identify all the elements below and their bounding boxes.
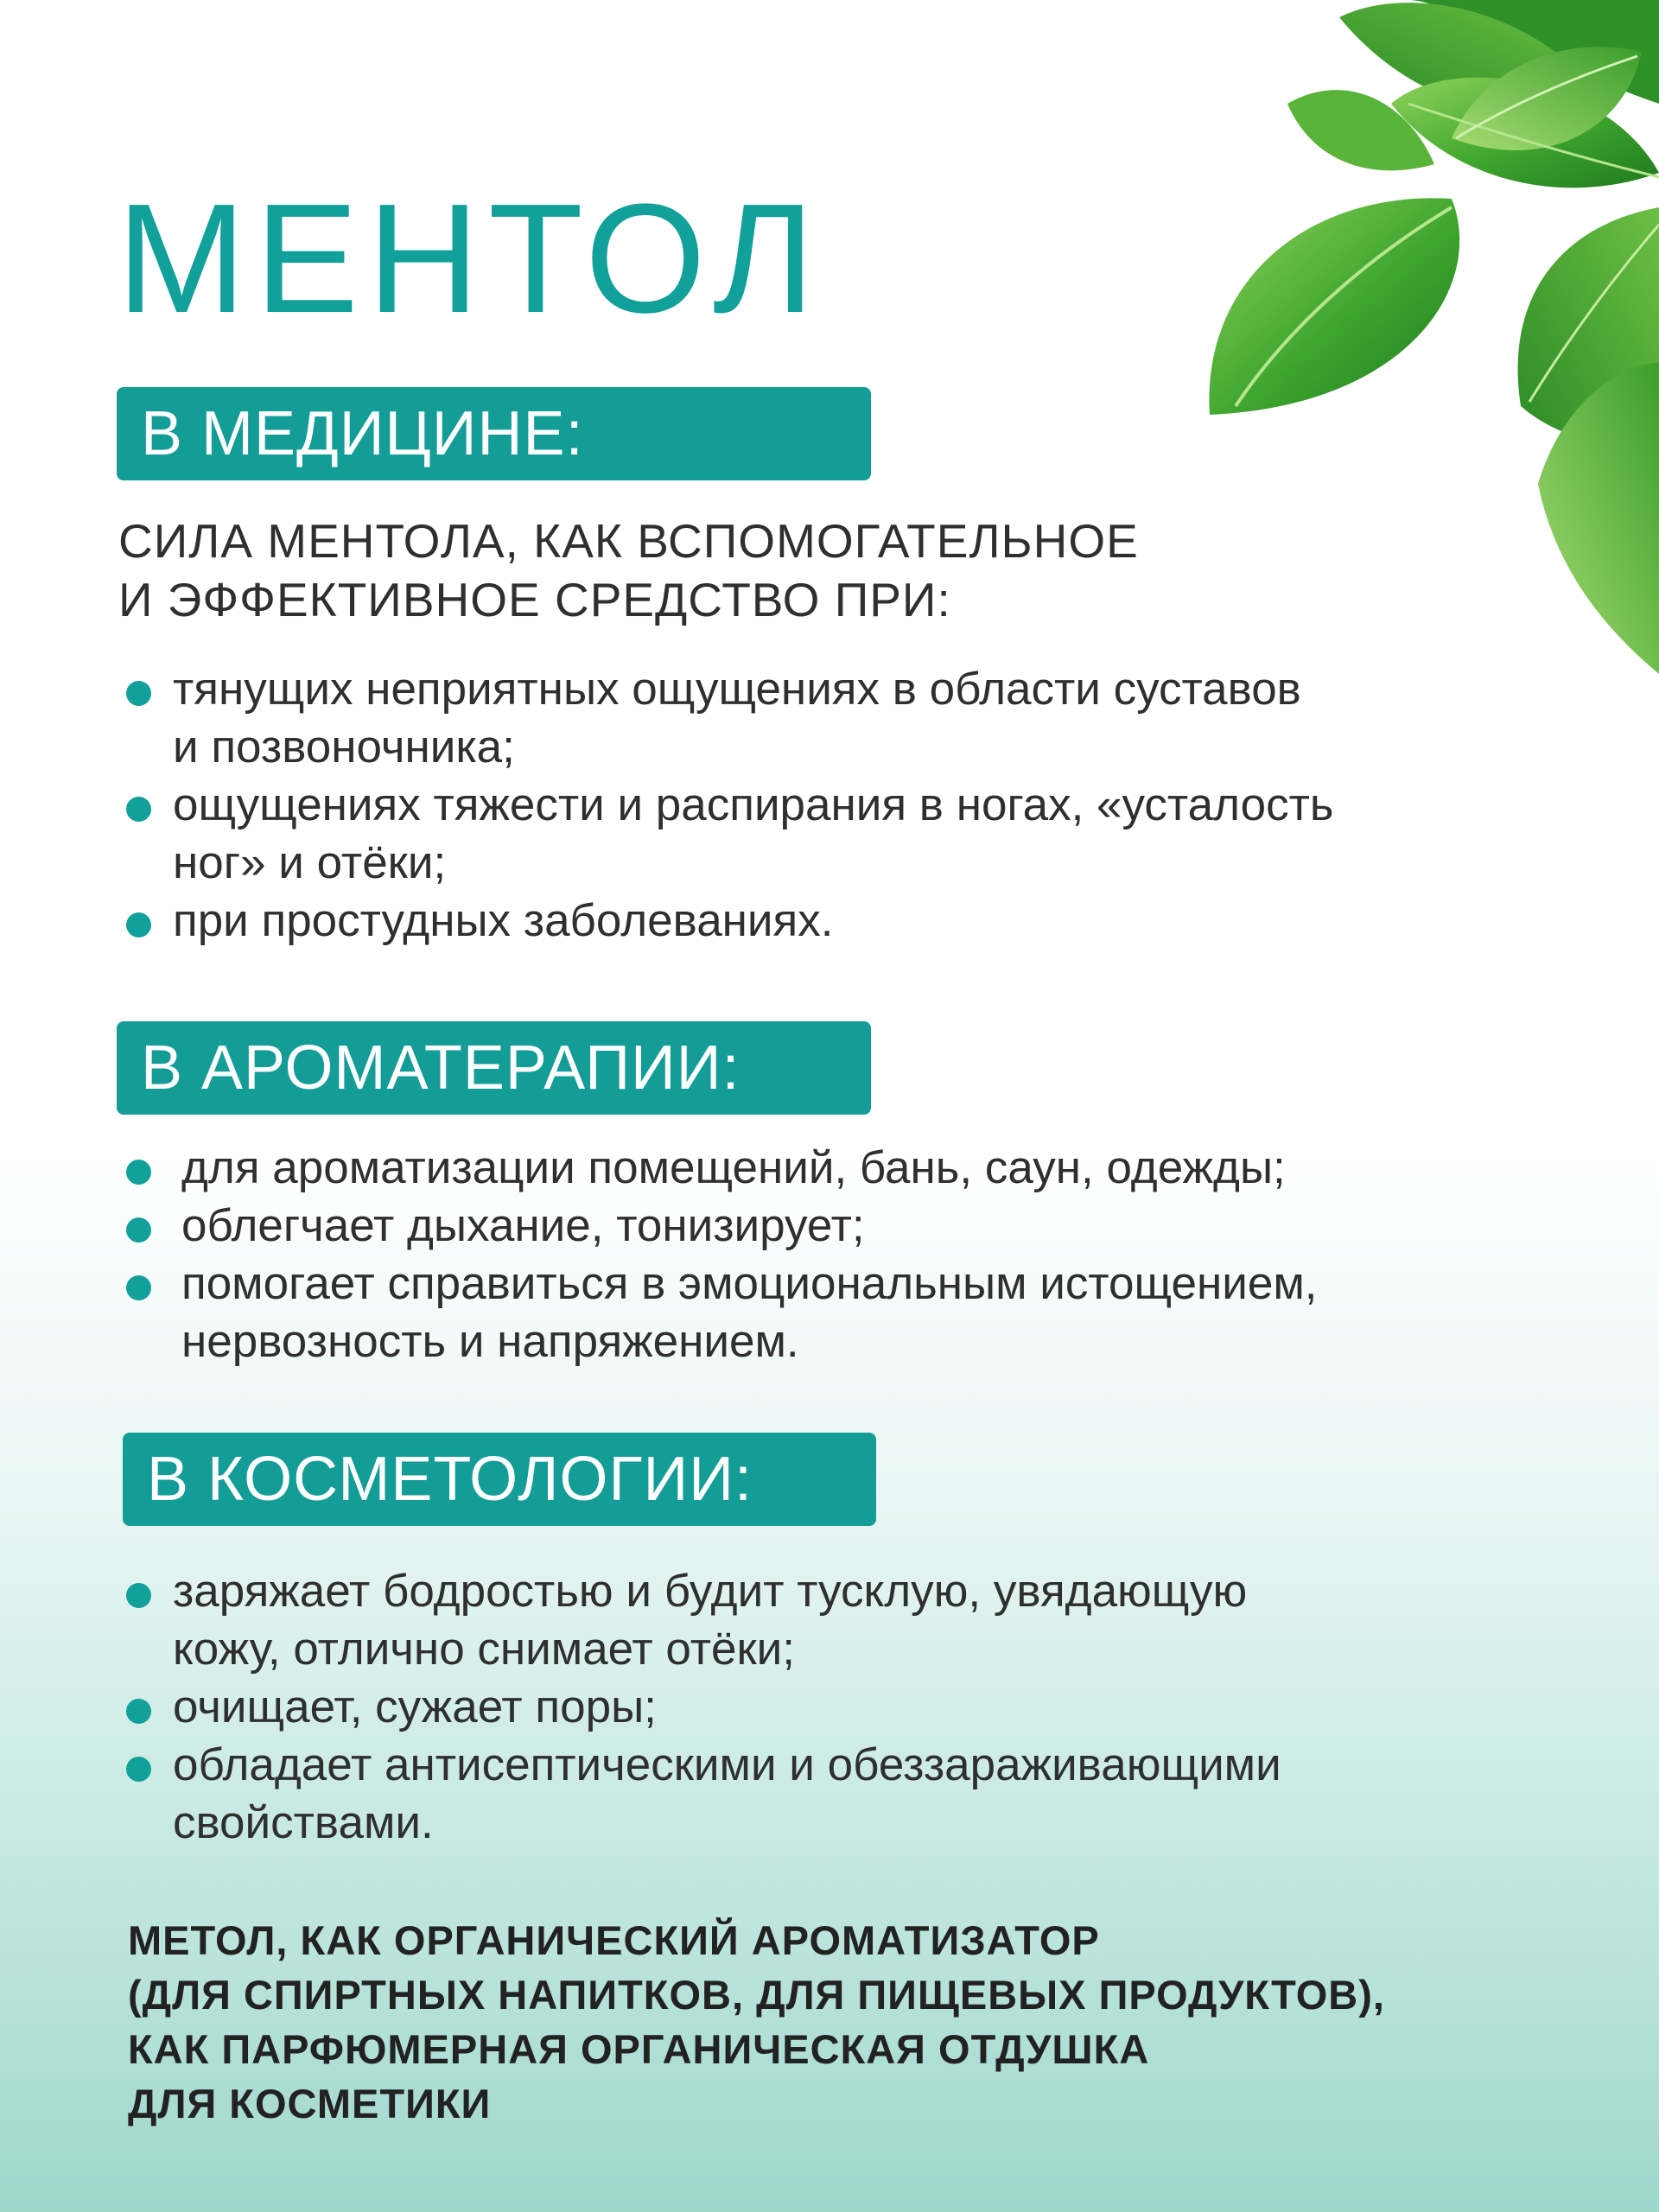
list-item <box>121 776 1333 892</box>
footer-line: КАК ПАРФЮМЕРНАЯ ОРГАНИЧЕСКАЯ ОТДУШКА <box>128 2026 1150 2072</box>
teal-dot-icon <box>126 1217 151 1243</box>
list-item <box>121 1736 1281 1852</box>
section-heading-medicine: В МЕДИЦИНЕ: <box>117 387 871 480</box>
section-heading-aromatherapy: В АРОМАТЕРАПИИ: <box>117 1021 871 1115</box>
list-item-line: облегчает дыхание, тонизирует; <box>181 1200 865 1251</box>
teal-dot-icon <box>126 1699 151 1724</box>
section-heading-cosmetology: В КОСМЕТОЛОГИИ: <box>123 1433 876 1526</box>
medicine-list <box>121 660 1333 950</box>
teal-dot-icon <box>126 1757 151 1782</box>
aromatherapy-list <box>121 1139 1318 1370</box>
list-item <box>121 1562 1281 1678</box>
list-item-line: свойствами. <box>173 1797 434 1848</box>
list-item-line: ощущениях тяжести и распирания в ногах, «усталость <box>173 779 1334 830</box>
teal-dot-icon <box>126 1160 151 1185</box>
cosmetology-list <box>121 1562 1281 1852</box>
list-item-line: ног» и отёки; <box>173 837 447 888</box>
intro-line: И ЭФФЕКТИВНОЕ СРЕДСТВО ПРИ: <box>118 573 951 626</box>
list-item-line: при простудных заболеваниях. <box>173 895 834 946</box>
footer-line: МЕТОЛ, КАК ОРГАНИЧЕСКИЙ АРОМАТИЗАТОР <box>128 1917 1100 1963</box>
list-item-line: кожу, отлично снимает отёки; <box>173 1624 795 1675</box>
list-item <box>121 892 1333 950</box>
page-title: МЕНТОЛ <box>117 172 823 346</box>
teal-dot-icon <box>126 1275 151 1300</box>
intro-line: СИЛА МЕНТОЛА, КАК ВСПОМОГАТЕЛЬНОЕ <box>118 514 1139 568</box>
list-item-line: для ароматизации помещений, бань, саун, одежды; <box>181 1142 1286 1193</box>
list-item-line: помогает справиться в эмоциональным истощением, <box>181 1258 1318 1309</box>
teal-dot-icon <box>126 797 151 822</box>
list-item <box>121 1197 1318 1255</box>
list-item <box>121 1678 1281 1736</box>
teal-dot-icon <box>126 1583 151 1608</box>
footer-line: ДЛЯ КОСМЕТИКИ <box>128 2081 492 2126</box>
list-item-line: тянущих неприятных ощущениях в области суставов <box>173 664 1301 715</box>
list-item <box>121 660 1333 776</box>
footer-line: (ДЛЯ СПИРТНЫХ НАПИТКОВ, ДЛЯ ПИЩЕВЫХ ПРОДУКТОВ), <box>128 1972 1385 2018</box>
list-item-line: обладает антисептическими и обеззараживающими <box>173 1739 1281 1790</box>
list-item-line: очищает, сужает поры; <box>173 1681 657 1732</box>
medicine-intro <box>118 512 1139 629</box>
list-item <box>121 1255 1318 1370</box>
teal-dot-icon <box>126 912 151 938</box>
footer-note <box>128 1913 1385 2131</box>
teal-dot-icon <box>126 681 151 706</box>
list-item-line: нервозность и напряжением. <box>181 1316 799 1367</box>
list-item-line: и позвоночника; <box>173 721 515 772</box>
list-item-line: заряжает бодростью и будит тусклую, увядающую <box>173 1566 1248 1617</box>
list-item <box>121 1139 1318 1197</box>
